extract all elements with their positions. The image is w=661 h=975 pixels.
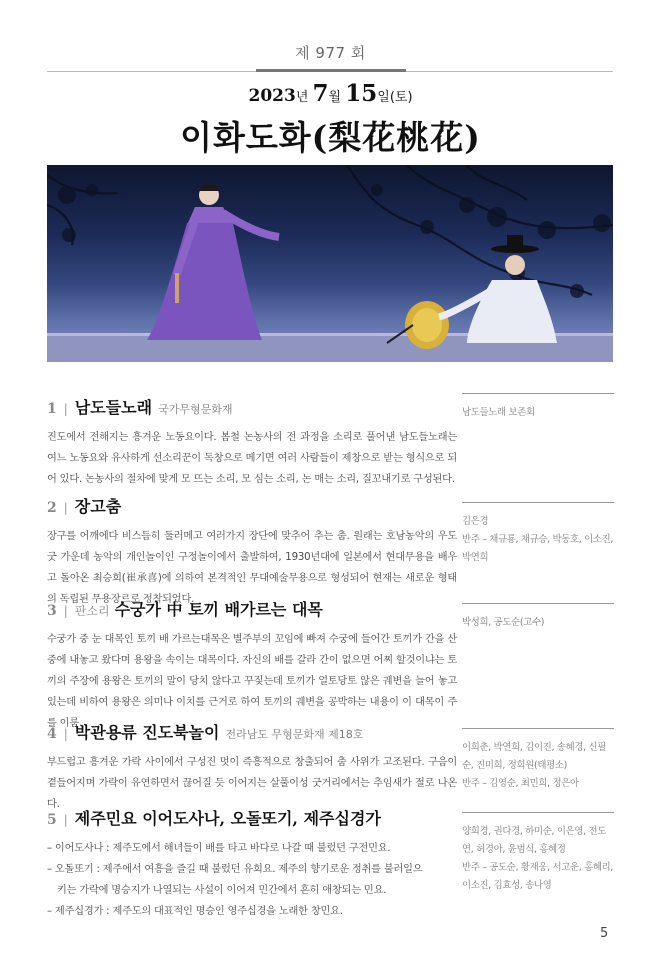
performance-date <box>0 80 661 107</box>
date-month-unit: 월 <box>328 90 346 105</box>
item-number: 4 <box>47 726 57 742</box>
item-genre: 판소리 <box>74 604 110 618</box>
cast-line: 반주 – 공도순, 황재웅, 서고운, 홍혜리, 이소진, 김효성, 송나영 <box>462 862 614 891</box>
program-item-4 <box>47 720 457 815</box>
item-divider: | <box>63 813 68 827</box>
item-divider: | <box>63 402 68 416</box>
date-day-unit: 일 <box>377 90 390 105</box>
program-title: 이화도화(梨花桃花) <box>180 118 481 157</box>
program-item-heading <box>47 720 457 746</box>
program-item-heading <box>47 806 457 832</box>
cast-line: 반주 – 채규룡, 채규승, 박동호, 이소진, 박연희 <box>462 534 614 563</box>
cast-block-5 <box>462 812 614 895</box>
item-number: 5 <box>47 812 57 828</box>
header-rule-accent <box>256 69 406 72</box>
item-title: 박관용류 진도북놀이 <box>74 723 220 742</box>
song-item-continued: 키는 가락에 명승지가 나열되는 사설이 이어져 민간에서 흔히 애창되는 민요. <box>57 885 387 896</box>
cast-block-3 <box>462 603 614 632</box>
song-item: – 오돌또기 : 제주에서 여흥을 즐길 때 불렀던 유희요. 제주의 향기로운 정취를 불러일으 <box>47 864 423 875</box>
cast-line: 반주 – 김영순, 최민희, 정은아 <box>462 778 579 789</box>
item-number: 2 <box>47 500 57 516</box>
date-year: 2023 <box>248 86 296 106</box>
item-designation: 전라남도 무형문화재 제18호 <box>225 728 364 741</box>
item-description <box>47 838 457 922</box>
item-paragraph: 장구를 어깨에다 비스듬히 둘러메고 여러가지 장단에 맞추어 추는 춤. 원래는 호남농악의 우도굿 가운데 농악의 개인놀이인 구정놀이에서 출발하여, 1930년대에 일본에서 현대무용을 배우고 돌아온 최승희(崔承喜)에 의하여 본격적인 무대예술무용으로 형성되어 현재는 새로운 형태의 독립된 무용장르로 정착되었다. <box>47 531 457 605</box>
stage-illustration <box>47 165 613 362</box>
item-paragraph: 수궁가 중 눈 대목인 토끼 배 가르는대목은 별주부의 꼬임에 빠져 수궁에 들어간 토끼가 간을 산중에 내놓고 왔다며 용왕을 속이는 대목이다. 자신의 배를 갈라 간이 없으면 어찌 할것이냐는 토끼의 주장에 용왕은 토끼의 말이 당치 않다고 꾸짖는데 토끼가 얼토당토 않은 궤변을 늘어 놓고 있는데 비하여 용왕은 의미나 이치를 근거로 하여 토끼의 궤변을 공박하는 내용이 이 대목이 주를 이룸. <box>47 634 457 729</box>
date-weekday: (토) <box>389 90 413 105</box>
performance-photo <box>47 165 613 362</box>
cast-line: 남도들노래 보존회 <box>462 407 535 418</box>
date-day: 15 <box>345 80 378 107</box>
cast-block-4 <box>462 728 614 793</box>
item-title: 제주민요 이어도사나, 오돌또기, 제주십경가 <box>74 809 381 828</box>
item-designation: 국가무형문화재 <box>158 403 233 416</box>
drummer-figure <box>387 235 557 349</box>
item-title: 수궁가 中 토끼 배가르는 대목 <box>114 600 323 619</box>
item-paragraph: 부드럽고 흥겨운 가락 사이에서 구성진 멋이 즉흥적으로 창출되어 춤 사위가 고조된다. 구음이 곁들어지며 가락이 유연하면서 끊어질 듯 이어지는 살풀이성 굿거리에서는 추임새가 절로 나온다. <box>47 757 457 810</box>
item-description <box>47 629 457 734</box>
date-month: 7 <box>312 80 329 107</box>
program-item-heading <box>47 597 457 623</box>
program-item-5 <box>47 806 457 922</box>
cast-block-2 <box>462 502 614 567</box>
cast-line: 박성희, 공도순(고수) <box>462 617 545 628</box>
item-divider: | <box>63 727 68 741</box>
program-item-heading <box>47 395 457 421</box>
item-number: 3 <box>47 603 57 619</box>
date-year-unit: 년 <box>295 90 313 105</box>
cast-line: 양희경, 권다경, 하미순, 이은영, 전도연, 허경아, 윤범식, 홍혜정 <box>462 826 607 855</box>
cast-block-1 <box>462 393 614 422</box>
song-item: – 제주십경가 : 제주도의 대표적인 명승인 영주십경을 노래한 창민요. <box>47 906 343 917</box>
program-item-3 <box>47 597 457 734</box>
item-description <box>47 427 457 490</box>
program-item-2 <box>47 494 457 610</box>
page-number: 5 <box>600 926 609 941</box>
song-item: – 이어도사나 : 제주도에서 해녀들이 배를 타고 바다로 나갈 때 불렀던 구전민요. <box>47 843 391 854</box>
cast-line: 김은경 <box>462 516 489 527</box>
item-divider: | <box>63 604 68 618</box>
item-title: 남도들노래 <box>74 398 153 417</box>
program-item-1 <box>47 395 457 490</box>
item-number: 1 <box>47 401 57 417</box>
edition-number: 제 977 회 <box>295 44 366 62</box>
item-title: 장고춤 <box>74 497 122 516</box>
program-item-heading <box>47 494 457 520</box>
singer-figure <box>147 184 279 341</box>
item-paragraph: 진도에서 전해지는 흥겨운 노동요이다. 봄철 논농사의 전 과정을 소리로 풀어낸 남도들노래는 여느 노동요와 유사하게 선소리꾼이 독창으로 메기면 여러 사람들이 제창으로 받는 형식으로 되어 있다. 논농사의 절차에 맞게 모 뜨는 소리, 모 심는 소리, 논 매는 소리, 질꼬내기로 구성된다. <box>47 432 457 485</box>
cast-line: 이희춘, 박연희, 김이진, 송혜경, 신필순, 진미희, 정희원(태평소) <box>462 742 607 771</box>
item-divider: | <box>63 501 68 515</box>
